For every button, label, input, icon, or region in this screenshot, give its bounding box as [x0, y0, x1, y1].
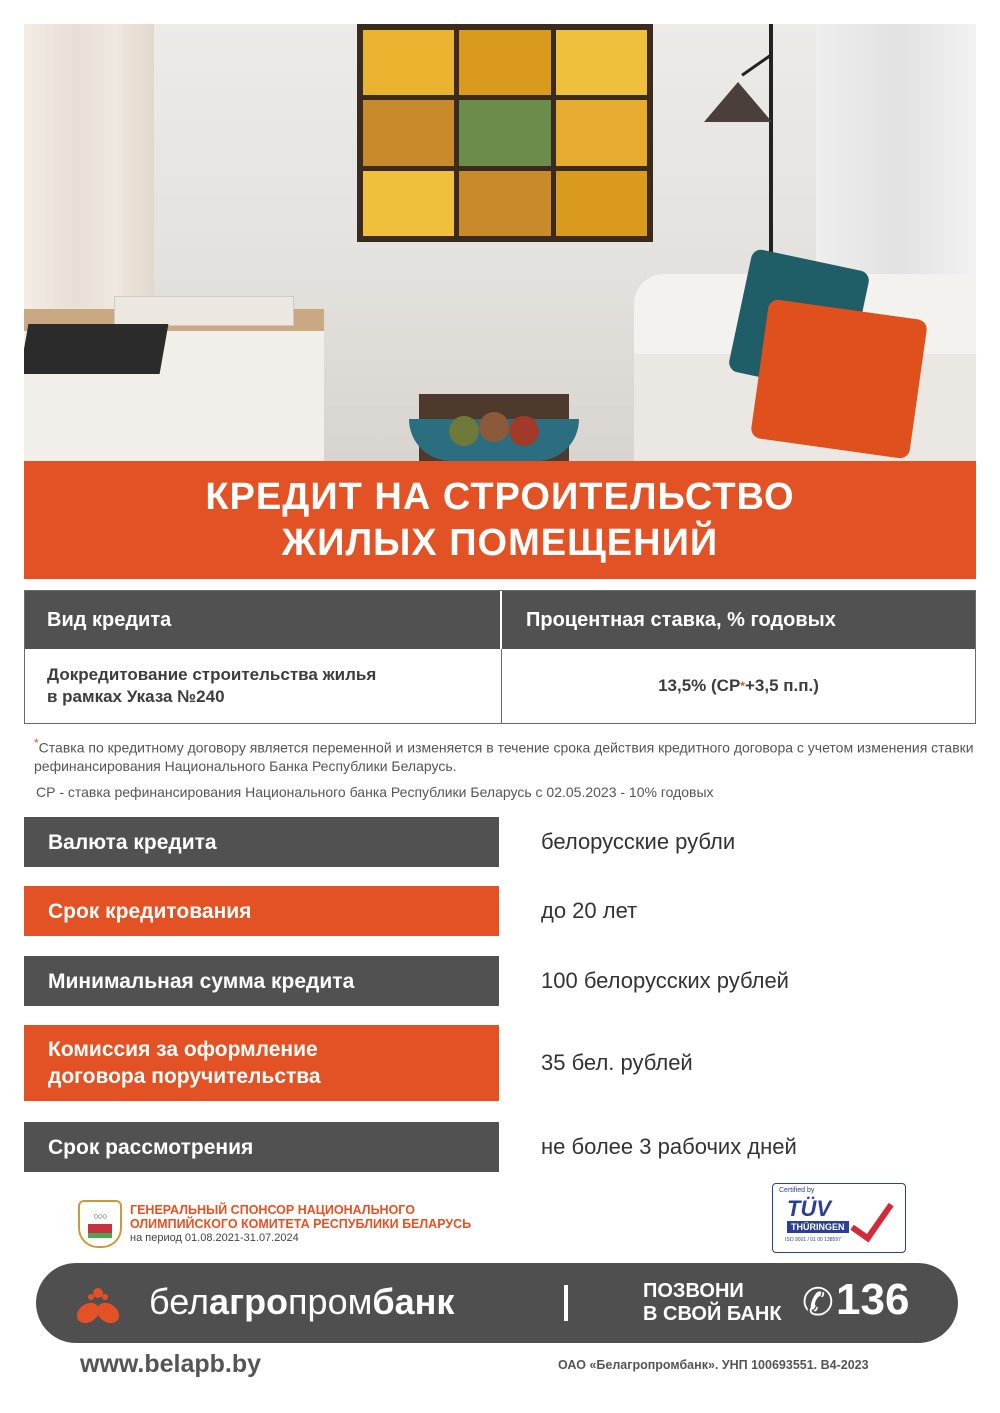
- rate-table: [24, 590, 976, 724]
- review-value: не более 3 рабочих дней: [541, 1134, 797, 1159]
- info-row-currency: [24, 817, 976, 867]
- credit-type-cell: [25, 649, 502, 723]
- sponsor-period: на период 01.08.2021-31.07.2024: [130, 1232, 299, 1244]
- footnote-asterisk: *: [34, 736, 39, 750]
- olympic-sponsor: [78, 1200, 471, 1248]
- footnote-1-text: Ставка по кредитному договору является переменной и изменяется в течение срока действия кредитного договора с учетом изменения ставки рефинансирования Национального Банка Республики Беларусь.: [34, 739, 974, 774]
- sponsor-line-2: ОЛИМПИЙСКОГО КОМИТЕТА РЕСПУБЛИКИ БЕЛАРУСЬ: [130, 1217, 472, 1231]
- fruit: [509, 416, 539, 446]
- commission-label-line-2: договора поручительства: [48, 1065, 321, 1088]
- fruit: [479, 412, 509, 442]
- tuv-iso: ISO 9001 / 01 00 138597: [785, 1237, 841, 1243]
- info-row-min-amount: [24, 956, 976, 1006]
- header-interest-rate: Процентная ставка, % годовых: [526, 608, 836, 631]
- term-label: Срок кредитования: [24, 886, 499, 936]
- bank-name-part-1: бел: [149, 1281, 210, 1322]
- footnotes: [26, 734, 976, 801]
- commission-label: [24, 1025, 499, 1101]
- title-line-1: КРЕДИТ НА СТРОИТЕЛЬСТВО: [205, 476, 795, 518]
- book: [24, 324, 168, 374]
- sponsor-text: [130, 1203, 471, 1245]
- interest-rate-cell: [502, 649, 975, 723]
- hero-photo: [24, 24, 976, 461]
- credit-type-line-1: Докредитование строительства жилья: [47, 665, 377, 684]
- title-line-2: ЖИЛЫХ ПОМЕЩЕНИЙ: [281, 522, 719, 564]
- checkmark-icon: [850, 1194, 893, 1243]
- wall-art: [357, 24, 653, 242]
- header-credit-type: Вид кредита: [25, 591, 502, 649]
- info-row-review: [24, 1122, 976, 1172]
- legal-info: ОАО «Белагропромбанк». УНП 100693551. В4-2023: [558, 1358, 869, 1372]
- info-row-term: [24, 886, 976, 936]
- bank-name-part-2: агро: [209, 1281, 289, 1322]
- rate-prefix: 13,5% (СР: [658, 676, 741, 695]
- call-line-1: ПОЗВОНИ: [643, 1280, 744, 1302]
- bank-logo-icon: [74, 1283, 122, 1327]
- olympic-rings-icon: ○○○: [93, 1210, 107, 1221]
- bank-name: [149, 1281, 454, 1323]
- term-value: до 20 лет: [541, 898, 638, 923]
- orange-pillow: [750, 299, 928, 460]
- olympic-emblem-icon: [78, 1200, 122, 1248]
- book-stack: [114, 296, 294, 326]
- footer-bar: [36, 1263, 958, 1343]
- title-banner: [24, 461, 976, 579]
- min-amount-value: 100 белорусских рублей: [541, 968, 789, 993]
- bank-name-part-3: пром: [288, 1281, 373, 1322]
- bank-name-part-4: банк: [372, 1281, 455, 1322]
- currency-value: белорусские рубли: [541, 829, 736, 854]
- sponsor-line-1: ГЕНЕРАЛЬНЫЙ СПОНСОР НАЦИОНАЛЬНОГО: [130, 1203, 415, 1217]
- commission-label-line-1: Комиссия за оформление: [48, 1038, 318, 1061]
- footnote-2: СР - ставка рефинансирования Национального банка Республики Беларусь с 02.05.2023 - 10% годовых: [36, 783, 714, 800]
- tuv-certified-by: Certified by: [779, 1187, 815, 1194]
- tuv-region: THÜRINGEN: [787, 1221, 849, 1233]
- phone-number[interactable]: 136: [836, 1275, 910, 1324]
- rate-table-header: [25, 591, 975, 649]
- credit-type-line-2: в рамках Указа №240: [47, 687, 225, 706]
- fruit: [449, 416, 479, 446]
- rate-table-row: [25, 649, 975, 723]
- currency-label: Валюта кредита: [24, 817, 499, 867]
- phone-icon: ✆: [802, 1282, 834, 1324]
- website-link[interactable]: www.belapb.by: [80, 1350, 262, 1378]
- call-line-2: В СВОЙ БАНК: [643, 1303, 782, 1325]
- tuv-logo: TÜV: [787, 1196, 831, 1221]
- review-label: Срок рассмотрения: [24, 1122, 499, 1172]
- commission-value: 35 бел. рублей: [541, 1050, 693, 1075]
- lamp-shade: [704, 82, 772, 122]
- info-row-commission: [24, 1025, 976, 1101]
- footnote-1: [26, 734, 976, 775]
- rate-suffix: +3,5 п.п.): [744, 676, 819, 695]
- call-text: [643, 1280, 782, 1326]
- tuv-certification-badge: [772, 1183, 906, 1253]
- rate-asterisk: *: [740, 679, 745, 693]
- lamp-arm: [741, 55, 771, 77]
- footer-divider: [564, 1285, 568, 1321]
- min-amount-label: Минимальная сумма кредита: [24, 956, 499, 1006]
- belarus-flag-icon: [88, 1224, 112, 1238]
